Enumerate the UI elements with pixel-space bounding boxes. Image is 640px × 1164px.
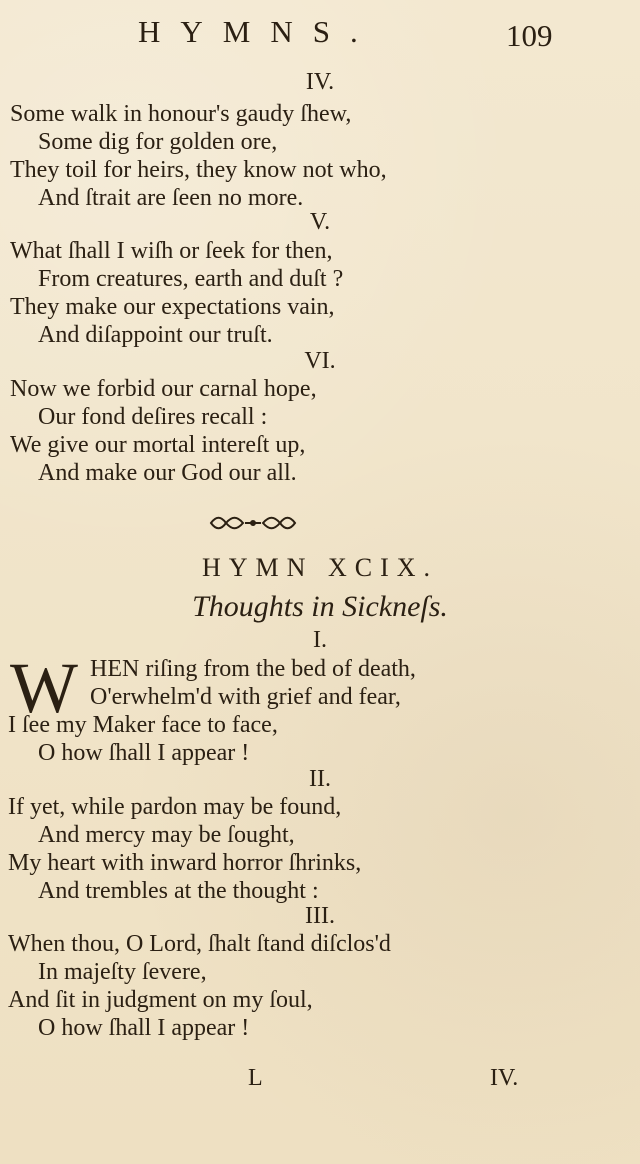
stanza-number-i: I. (313, 627, 327, 653)
signature-mark: L (248, 1065, 263, 1091)
stanza-i-line-3: I ſee my Maker face to face, (8, 712, 278, 738)
catchword: IV. (490, 1065, 519, 1091)
stanza-i-line-4: O how ſhall I appear ! (38, 740, 250, 766)
stanza-ii-line-3: My heart with inward horror ſhrinks, (8, 850, 362, 876)
stanza-iii-line-2: In majeſty ſevere, (38, 959, 207, 985)
stanza-vi-line-1: Now we forbid our carnal hope, (10, 376, 317, 402)
stanza-vi-line-4: And make our God our all. (38, 460, 297, 486)
stanza-iv-line-4: And ſtrait are ſeen no more. (38, 185, 304, 211)
stanza-v-line-2: From creatures, earth and duſt ? (38, 266, 344, 292)
stanza-i-line-2: O'erwhelm'd with grief and fear, (90, 684, 401, 710)
stanza-ii-line-4: And trembles at the thought : (38, 878, 319, 904)
printer-ornament (208, 511, 298, 535)
stanza-i-line-1: HEN riſing from the bed of death, (90, 656, 416, 682)
hymn-subtitle: Thoughts in Sickneſs. (192, 590, 448, 623)
stanza-number-vi: VI. (304, 348, 336, 374)
stanza-number-iv: IV. (305, 69, 335, 95)
stanza-iv-line-1: Some walk in honour's gaudy ſhew, (10, 101, 352, 127)
stanza-vi-line-2: Our fond deſires recall : (38, 404, 268, 430)
drop-cap: W (10, 648, 78, 728)
stanza-v-line-3: They make our expectations vain, (10, 294, 335, 320)
stanza-iv-line-3: They toil for heirs, they know not who, (10, 157, 387, 183)
hymn-title: HYMN XCIX. (202, 553, 438, 582)
stanza-iii-line-1: When thou, O Lord, ſhalt ſtand diſclos'd (8, 931, 391, 957)
running-title: HYMNS. (138, 14, 378, 49)
stanza-v-line-1: What ſhall I wiſh or ſeek for then, (10, 238, 333, 264)
stanza-number-iii: III. (305, 903, 335, 929)
stanza-iii-line-4: O how ſhall I appear ! (38, 1015, 250, 1041)
stanza-ii-line-1: If yet, while pardon may be found, (8, 794, 342, 820)
stanza-ii-line-2: And mercy may be ſought, (38, 822, 295, 848)
stanza-number-ii: II. (309, 766, 331, 792)
stanza-iii-line-3: And ſit in judgment on my ſoul, (8, 987, 313, 1013)
stanza-iv-line-2: Some dig for golden ore, (38, 129, 278, 155)
page-number: 109 (506, 18, 553, 53)
stanza-v-line-4: And diſappoint our truſt. (38, 322, 273, 348)
stanza-vi-line-3: We give our mortal intereſt up, (10, 432, 306, 458)
stanza-number-v: V. (309, 209, 331, 235)
